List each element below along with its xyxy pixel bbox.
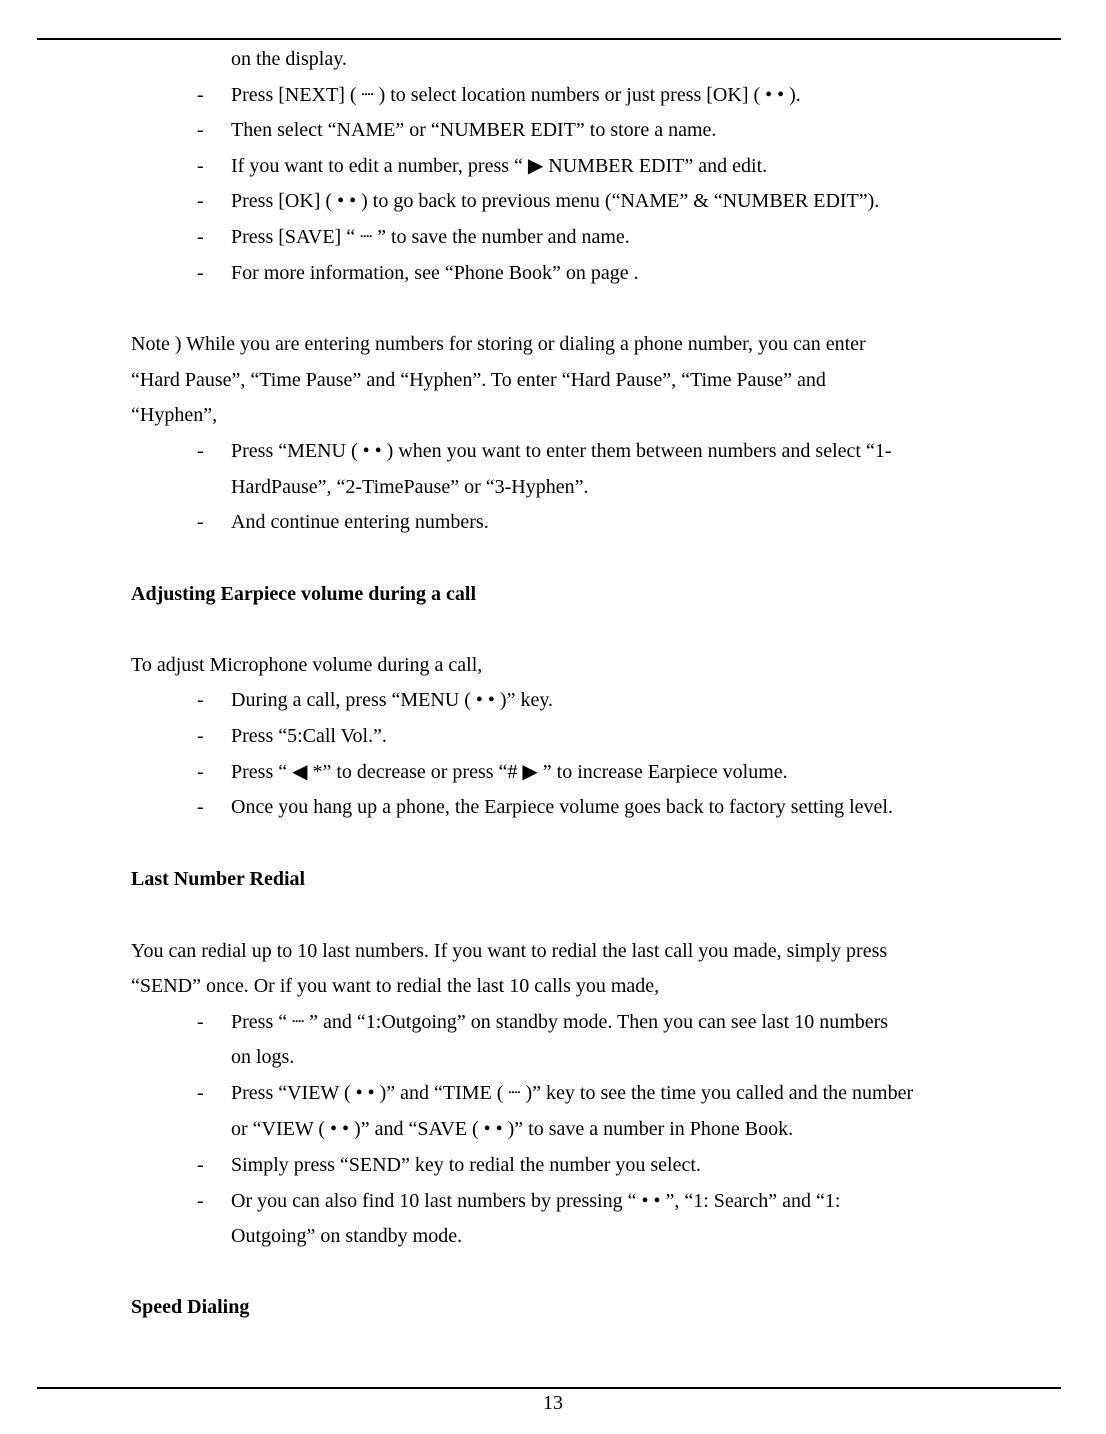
bullet-text: For more information, see “Phone Book” on page . xyxy=(231,262,639,284)
bullet-dash: - xyxy=(197,1011,204,1033)
bullet-dash: - xyxy=(197,796,204,818)
bullet-text: Press “ ┈ ” and “1:Outgoing” on standby mode. Then you can see last 10 numbers xyxy=(231,1011,889,1033)
paragraph-line: “Hyphen”, xyxy=(131,404,218,426)
bullet-text: Press “MENU ( • • ) when you want to enter them between numbers and select “1- xyxy=(231,440,892,462)
bullet-dash: - xyxy=(197,155,204,177)
bullet-text: Or you can also find 10 last numbers by pressing “ • • ”, “1: Search” and “1: xyxy=(231,1190,841,1212)
bullet-dash: - xyxy=(197,1154,204,1176)
bullet-dash: - xyxy=(197,440,204,462)
paragraph-line: Note ) While you are entering numbers for storing or dialing a phone number, you can enter xyxy=(131,333,866,355)
section-heading: Speed Dialing xyxy=(131,1296,250,1318)
bullet-dash: - xyxy=(197,725,204,747)
continuation-line: Outgoing” on standby mode. xyxy=(231,1225,463,1247)
paragraph-line: To adjust Microphone volume during a call, xyxy=(131,654,483,676)
bullet-dash: - xyxy=(197,262,204,284)
bullet-dash: - xyxy=(197,84,204,106)
bullet-text: Press [NEXT] ( ┈ ) to select location numbers or just press [OK] ( • • ). xyxy=(231,84,801,106)
section-heading: Last Number Redial xyxy=(131,868,306,890)
section-heading: Adjusting Earpiece volume during a call xyxy=(131,583,477,605)
paragraph-line: “Hard Pause”, “Time Pause” and “Hyphen”. To enter “Hard Pause”, “Time Pause” and xyxy=(131,369,826,391)
bullet-dash: - xyxy=(197,119,204,141)
bullet-dash: - xyxy=(197,689,204,711)
bullet-text: Press “5:Call Vol.”. xyxy=(231,725,387,747)
top-rule xyxy=(37,38,1061,40)
bullet-dash: - xyxy=(197,761,204,783)
bullet-dash: - xyxy=(197,226,204,248)
bullet-text: Once you hang up a phone, the Earpiece volume goes back to factory setting level. xyxy=(231,796,893,818)
bullet-dash: - xyxy=(197,511,204,533)
bullet-text: Press [OK] ( • • ) to go back to previous menu (“NAME” & “NUMBER EDIT”). xyxy=(231,190,880,212)
bullet-text: Press “ ◀ *” to decrease or press “# ▶ ” to increase Earpiece volume. xyxy=(231,761,788,783)
continuation-line: on the display. xyxy=(231,48,347,70)
bullet-dash: - xyxy=(197,1190,204,1212)
page-number: 13 xyxy=(543,1392,563,1414)
continuation-line: on logs. xyxy=(231,1046,295,1068)
bullet-dash: - xyxy=(197,1082,204,1104)
bullet-text: Press “VIEW ( • • )” and “TIME ( ┈ )” key to see the time you called and the number xyxy=(231,1082,914,1104)
bullet-text: And continue entering numbers. xyxy=(231,511,489,533)
continuation-line: or “VIEW ( • • )” and “SAVE ( • • )” to save a number in Phone Book. xyxy=(231,1118,794,1140)
paragraph-line: You can redial up to 10 last numbers. If you want to redial the last call you made, simply press xyxy=(131,940,888,962)
continuation-line: HardPause”, “2-TimePause” or “3-Hyphen”. xyxy=(231,476,589,498)
bullet-text: Then select “NAME” or “NUMBER EDIT” to store a name. xyxy=(231,119,717,141)
bullet-text: During a call, press “MENU ( • • )” key. xyxy=(231,689,554,711)
bullet-text: If you want to edit a number, press “ ▶ NUMBER EDIT” and edit. xyxy=(231,155,768,177)
bullet-text: Simply press “SEND” key to redial the number you select. xyxy=(231,1154,701,1176)
bullet-text: Press [SAVE] “ ┈ ” to save the number and name. xyxy=(231,226,630,248)
paragraph-line: “SEND” once. Or if you want to redial the last 10 calls you made, xyxy=(131,975,660,997)
bottom-rule xyxy=(37,1387,1061,1389)
bullet-dash: - xyxy=(197,190,204,212)
